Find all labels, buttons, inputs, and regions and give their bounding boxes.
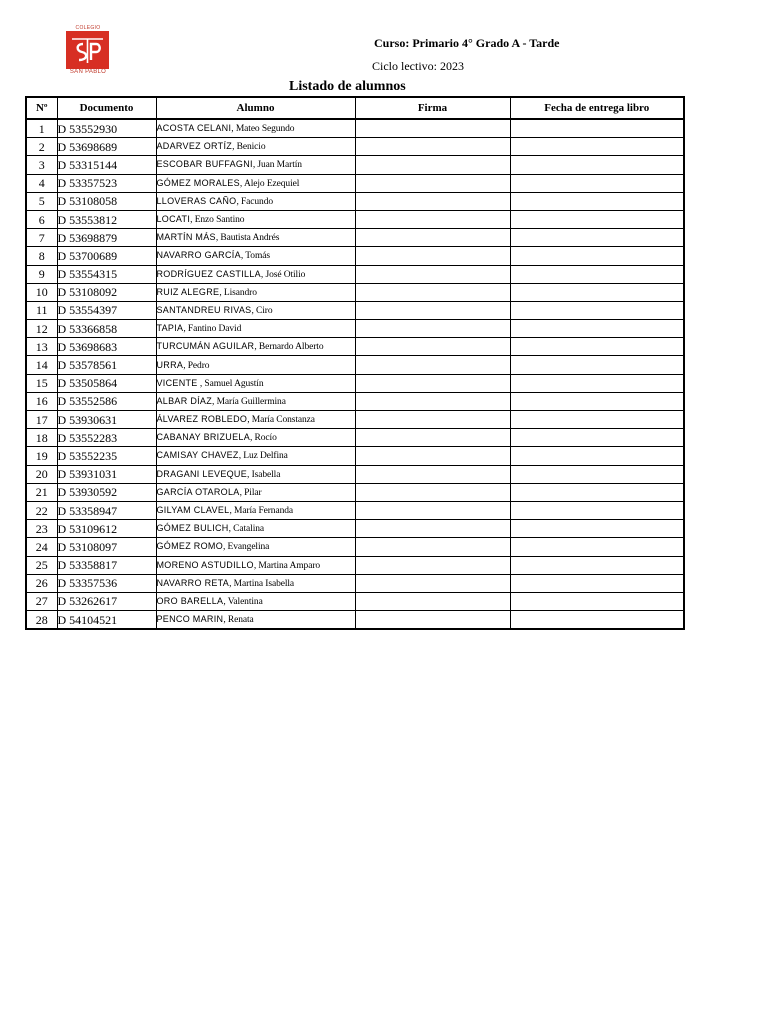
student-last-name: DRAGANI LEVEQUE [156,468,248,479]
table-row [26,465,684,483]
delivery-date-cell[interactable] [510,119,684,138]
row-number: 8 [26,247,57,265]
delivery-date-cell[interactable] [510,520,684,538]
signature-cell[interactable] [355,338,510,356]
table-row [26,229,684,247]
delivery-date-cell[interactable] [510,429,684,447]
student-name [156,119,355,138]
delivery-date-cell[interactable] [510,392,684,410]
student-name [156,574,355,592]
table-row [26,356,684,374]
delivery-date-cell[interactable] [510,611,684,630]
student-name [156,229,355,247]
student-first-name: , Mateo Segundo [231,124,295,135]
document-number: D 53554315 [57,265,156,283]
student-last-name: TAPIA [156,323,184,334]
student-name [156,374,355,392]
row-number: 18 [26,429,57,447]
row-number: 7 [26,229,57,247]
student-name [156,465,355,483]
column-header-student: Alumno [156,97,355,119]
signature-cell[interactable] [355,611,510,630]
signature-cell[interactable] [355,229,510,247]
student-last-name: RUIZ ALEGRE [156,286,220,297]
row-number: 13 [26,338,57,356]
delivery-date-cell[interactable] [510,538,684,556]
document-number: D 53552235 [57,447,156,465]
document-number: D 53108092 [57,283,156,301]
delivery-date-cell[interactable] [510,574,684,592]
row-number: 17 [26,411,57,429]
column-header-document: Documento [57,97,156,119]
signature-cell[interactable] [355,465,510,483]
delivery-date-cell[interactable] [510,374,684,392]
delivery-date-cell[interactable] [510,138,684,156]
table-row [26,429,684,447]
student-name [156,392,355,410]
table-row [26,574,684,592]
document-number: D 53109612 [57,520,156,538]
signature-cell[interactable] [355,265,510,283]
delivery-date-cell[interactable] [510,483,684,501]
table-row [26,520,684,538]
student-last-name: GARCÍA OTAROLA [156,486,240,497]
delivery-date-cell[interactable] [510,320,684,338]
student-last-name: VICENTE [156,377,198,388]
student-first-name: , José Otilio [260,269,306,280]
table-row [26,447,684,465]
student-last-name: NAVARRO RETA [156,577,230,588]
row-number: 24 [26,538,57,556]
signature-cell[interactable] [355,392,510,410]
row-number: 3 [26,156,57,174]
page-title: Listado de alumnos [289,79,406,94]
document-number: D 53698879 [57,229,156,247]
student-first-name: , Bautista Andrés [215,233,280,244]
student-name [156,411,355,429]
document-number: D 53358817 [57,556,156,574]
student-roster-table [25,96,685,630]
student-first-name: , María Guillermina [212,396,286,407]
table-row [26,210,684,228]
student-name [156,138,355,156]
student-last-name: URRA [156,359,184,370]
student-name [156,483,355,501]
table-row [26,592,684,610]
document-number: D 53552930 [57,119,156,138]
signature-cell[interactable] [355,574,510,592]
document-number: D 53552586 [57,392,156,410]
table-row [26,411,684,429]
student-name [156,210,355,228]
row-number: 27 [26,592,57,610]
signature-cell[interactable] [355,192,510,210]
student-name [156,156,355,174]
student-first-name: , Martina Isabella [229,578,295,589]
signature-cell[interactable] [355,411,510,429]
row-number: 9 [26,265,57,283]
student-name [156,538,355,556]
document-number: D 53698689 [57,138,156,156]
delivery-date-cell[interactable] [510,247,684,265]
delivery-date-cell[interactable] [510,447,684,465]
student-first-name: , María Constanza [247,415,315,426]
table-row [26,538,684,556]
course-heading: Curso: Primario 4° Grado A - Tarde [374,36,560,50]
document-number: D 53931031 [57,465,156,483]
document-number: D 53553812 [57,210,156,228]
delivery-date-cell[interactable] [510,556,684,574]
student-name [156,265,355,283]
student-first-name: , Evangelina [223,542,270,553]
signature-cell[interactable] [355,119,510,138]
student-name [156,174,355,192]
signature-cell[interactable] [355,374,510,392]
student-first-name: , Martina Amparo [253,560,321,571]
student-name [156,247,355,265]
school-logo [62,25,114,77]
table-row [26,392,684,410]
student-last-name: ALBAR DÍAZ [156,395,213,406]
row-number: 28 [26,611,57,630]
column-header-number: Nº [26,97,57,119]
row-number: 22 [26,501,57,519]
student-name [156,501,355,519]
student-first-name: , Isabella [247,469,281,480]
student-last-name: ÁLVAREZ ROBLEDO [156,414,248,425]
row-number: 1 [26,119,57,138]
row-number: 23 [26,520,57,538]
document-number: D 53357523 [57,174,156,192]
signature-cell[interactable] [355,247,510,265]
student-first-name: , Catalina [228,524,265,535]
school-year: Ciclo lectivo: 2023 [372,59,464,73]
student-name [156,192,355,210]
student-name [156,301,355,319]
student-first-name: , Valentina [223,596,263,607]
student-last-name: NAVARRO GARCÍA [156,250,241,261]
delivery-date-cell[interactable] [510,465,684,483]
student-first-name: , Ciro [251,305,273,316]
table-row [26,192,684,210]
signature-cell[interactable] [355,356,510,374]
delivery-date-cell[interactable] [510,338,684,356]
student-last-name: GÓMEZ BULICH [156,523,229,534]
student-name [156,611,355,630]
signature-cell[interactable] [355,447,510,465]
row-number: 5 [26,192,57,210]
delivery-date-cell[interactable] [510,501,684,519]
row-number: 4 [26,174,57,192]
row-number: 25 [26,556,57,574]
delivery-date-cell[interactable] [510,356,684,374]
student-name [156,429,355,447]
table-row [26,301,684,319]
document-number: D 53366858 [57,320,156,338]
table-row [26,556,684,574]
signature-cell[interactable] [355,301,510,319]
signature-cell[interactable] [355,483,510,501]
student-name [156,447,355,465]
student-first-name: , Luz Delfina [238,451,288,462]
logo-top-text: COLEGIO [75,25,101,31]
table-row [26,138,684,156]
table-row [26,483,684,501]
student-last-name: MARTÍN MÁS [156,232,216,243]
table-row [26,338,684,356]
signature-cell[interactable] [355,320,510,338]
student-name [156,520,355,538]
document-number: D 53505864 [57,374,156,392]
row-number: 15 [26,374,57,392]
delivery-date-cell[interactable] [510,156,684,174]
student-last-name: LLOVERAS CAÑO [156,195,237,206]
student-first-name: , Renata [223,615,254,626]
delivery-date-cell[interactable] [510,283,684,301]
student-first-name: , Enzo Santino [190,215,245,226]
row-number: 16 [26,392,57,410]
signature-cell[interactable] [355,283,510,301]
table-row [26,611,684,630]
student-first-name: , Alejo Ezequiel [239,178,300,189]
document-number: D 53315144 [57,156,156,174]
table-row [26,374,684,392]
student-first-name: , Samuel Agustín [197,378,264,389]
document-number: D 53578561 [57,356,156,374]
signature-cell[interactable] [355,174,510,192]
logo-bottom-text: SAN PABLO [69,69,107,75]
student-last-name: ADARVEZ ORTÍZ [156,141,233,152]
student-name [156,592,355,610]
signature-cell[interactable] [355,501,510,519]
student-name [156,320,355,338]
document-number: D 53552283 [57,429,156,447]
row-number: 2 [26,138,57,156]
table-body [26,119,684,629]
delivery-date-cell[interactable] [510,229,684,247]
row-number: 10 [26,283,57,301]
document-number: D 53358947 [57,501,156,519]
signature-cell[interactable] [355,156,510,174]
delivery-date-cell[interactable] [510,192,684,210]
signature-cell[interactable] [355,556,510,574]
student-name [156,356,355,374]
student-first-name: , Pilar [239,487,262,498]
student-first-name: , María Fernanda [229,506,293,517]
signature-cell[interactable] [355,429,510,447]
student-last-name: PENCO MARIN [156,614,224,625]
table-row [26,119,684,138]
student-last-name: ACOSTA CELANI [156,123,232,134]
student-last-name: SANTANDREU RIVAS [156,304,252,315]
document-number: D 53930592 [57,483,156,501]
document-number: D 53357536 [57,574,156,592]
delivery-date-cell[interactable] [510,210,684,228]
student-last-name: CAMISAY CHAVEZ [156,450,239,461]
delivery-date-cell[interactable] [510,301,684,319]
document-number: D 53554397 [57,301,156,319]
student-first-name: , Fantino David [183,324,242,335]
document-number: D 53108097 [57,538,156,556]
student-last-name: ORO BARELLA [156,595,224,606]
student-last-name: LOCATI [156,214,191,225]
student-last-name: GÓMEZ MORALES [156,177,240,188]
table-row [26,265,684,283]
student-last-name: GILYAM CLAVEL [156,505,230,516]
column-header-signature: Firma [355,97,510,119]
delivery-date-cell[interactable] [510,265,684,283]
student-first-name: , Rocío [250,433,277,444]
table-row [26,320,684,338]
document-number: D 53700689 [57,247,156,265]
table-row [26,283,684,301]
table-row [26,174,684,192]
student-first-name: , Tomás [240,251,270,262]
signature-cell[interactable] [355,138,510,156]
student-name [156,338,355,356]
row-number: 19 [26,447,57,465]
school-crest-icon [66,31,109,69]
table-row [26,501,684,519]
signature-cell[interactable] [355,592,510,610]
student-first-name: , Bernardo Alberto [254,342,324,353]
student-name [156,283,355,301]
student-last-name: TURCUMÁN AGUILAR [156,341,255,352]
row-number: 20 [26,465,57,483]
document-number: D 53698683 [57,338,156,356]
document-number: D 54104521 [57,611,156,630]
student-first-name: , Benicio [232,142,266,153]
student-last-name: ESCOBAR BUFFAGNI [156,159,253,170]
delivery-date-cell[interactable] [510,592,684,610]
document-number: D 53930631 [57,411,156,429]
student-first-name: , Pedro [183,360,210,371]
table-row [26,247,684,265]
student-last-name: MORENO ASTUDILLO [156,559,254,570]
table-row [26,156,684,174]
delivery-date-cell[interactable] [510,411,684,429]
row-number: 14 [26,356,57,374]
student-first-name: , Juan Martín [252,160,302,171]
row-number: 12 [26,320,57,338]
signature-cell[interactable] [355,520,510,538]
row-number: 26 [26,574,57,592]
table-header-row [26,97,684,119]
signature-cell[interactable] [355,210,510,228]
delivery-date-cell[interactable] [510,174,684,192]
row-number: 11 [26,301,57,319]
student-first-name: , Lisandro [219,287,257,298]
student-last-name: RODRÍGUEZ CASTILLA [156,268,261,279]
document-number: D 53108058 [57,192,156,210]
row-number: 21 [26,483,57,501]
row-number: 6 [26,210,57,228]
document-number: D 53262617 [57,592,156,610]
student-name [156,556,355,574]
column-header-delivery-date: Fecha de entrega libro [510,97,684,119]
student-last-name: CABANAY BRIZUELA [156,432,250,443]
student-first-name: , Facundo [236,196,274,207]
student-last-name: GÓMEZ ROMO [156,541,223,552]
signature-cell[interactable] [355,538,510,556]
